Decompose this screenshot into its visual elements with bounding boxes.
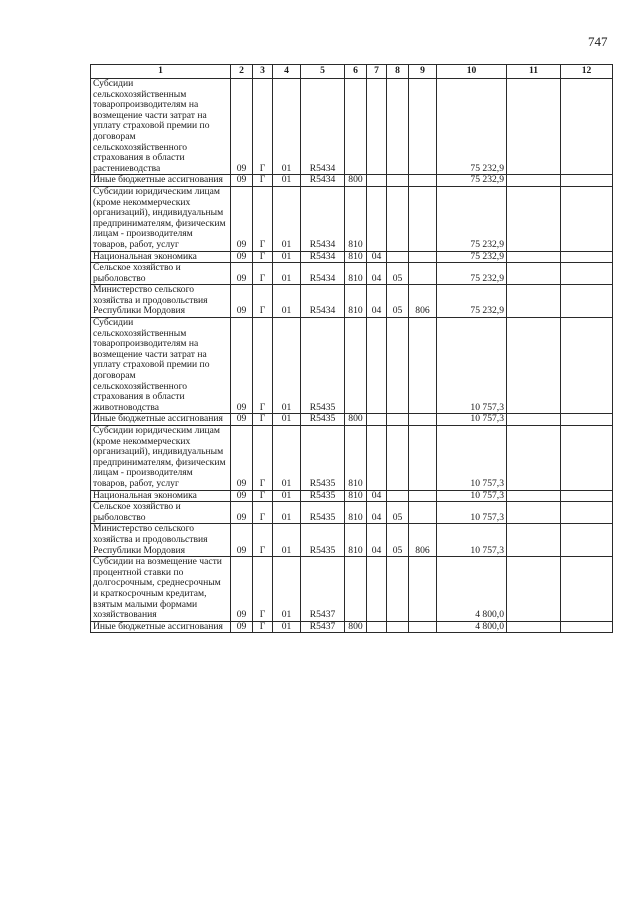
cell-c4: 01: [273, 186, 301, 251]
cell-c8: [387, 175, 409, 187]
row-name-cell: Сельское хозяйство и рыболовство: [91, 502, 231, 524]
row-name-cell: Иные бюджетные ассигнования: [91, 175, 231, 187]
cell-c7: 04: [367, 263, 387, 285]
cell-c12: [561, 251, 613, 263]
cell-c5: R5435: [301, 318, 345, 414]
cell-c6: [345, 557, 367, 622]
cell-c11: [507, 251, 561, 263]
cell-c7: 04: [367, 490, 387, 502]
cell-c5: R5434: [301, 285, 345, 318]
cell-c4: 01: [273, 621, 301, 633]
cell-c7: [367, 318, 387, 414]
row-name-cell: Иные бюджетные ассигнования: [91, 414, 231, 426]
table-row: [91, 621, 613, 633]
cell-c4: 01: [273, 502, 301, 524]
cell-c12: [561, 285, 613, 318]
cell-c3: Г: [253, 414, 273, 426]
row-name-cell: Сельское хозяйство и рыболовство: [91, 263, 231, 285]
cell-c10: 10 757,3: [437, 414, 507, 426]
cell-c4: 01: [273, 79, 301, 175]
table-body: [91, 79, 613, 633]
cell-c3: Г: [253, 251, 273, 263]
table-row: [91, 414, 613, 426]
cell-c6: 810: [345, 263, 367, 285]
cell-c11: [507, 490, 561, 502]
cell-c7: [367, 557, 387, 622]
cell-c8: [387, 79, 409, 175]
cell-c6: 810: [345, 285, 367, 318]
cell-c7: [367, 426, 387, 491]
cell-c12: [561, 318, 613, 414]
cell-c5: R5434: [301, 175, 345, 187]
cell-c6: 810: [345, 524, 367, 557]
cell-c5: R5434: [301, 186, 345, 251]
cell-c8: [387, 621, 409, 633]
cell-c2: 09: [231, 414, 253, 426]
cell-c2: 09: [231, 79, 253, 175]
cell-c8: 05: [387, 263, 409, 285]
cell-c10: 10 757,3: [437, 502, 507, 524]
cell-c6: [345, 79, 367, 175]
table-row: [91, 502, 613, 524]
cell-c2: 09: [231, 318, 253, 414]
cell-c2: 09: [231, 621, 253, 633]
table-row: [91, 186, 613, 251]
row-name-cell: Национальная экономика: [91, 251, 231, 263]
cell-c3: Г: [253, 426, 273, 491]
column-header-6: 6: [345, 65, 367, 79]
cell-c12: [561, 79, 613, 175]
cell-c2: 09: [231, 175, 253, 187]
cell-c4: 01: [273, 426, 301, 491]
cell-c9: [409, 263, 437, 285]
row-name-cell: Субсидии сельскохозяйственным товаропроизводителям на возмещение части затрат на уплату страховой премии по договорам сельскохозяйственного страхования в области растениеводства: [91, 79, 231, 175]
column-header-11: 11: [507, 65, 561, 79]
cell-c6: 810: [345, 186, 367, 251]
cell-c10: 4 800,0: [437, 621, 507, 633]
cell-c10: 75 232,9: [437, 285, 507, 318]
cell-c4: 01: [273, 285, 301, 318]
cell-c7: [367, 621, 387, 633]
table-row: [91, 318, 613, 414]
table-row: [91, 263, 613, 285]
cell-c6: 810: [345, 426, 367, 491]
cell-c8: [387, 426, 409, 491]
cell-c3: Г: [253, 186, 273, 251]
cell-c5: R5435: [301, 502, 345, 524]
cell-c9: [409, 251, 437, 263]
cell-c6: 810: [345, 502, 367, 524]
cell-c3: Г: [253, 318, 273, 414]
column-header-2: 2: [231, 65, 253, 79]
cell-c8: [387, 251, 409, 263]
cell-c8: 05: [387, 524, 409, 557]
cell-c3: Г: [253, 621, 273, 633]
cell-c5: R5435: [301, 426, 345, 491]
cell-c10: 10 757,3: [437, 524, 507, 557]
cell-c4: 01: [273, 414, 301, 426]
cell-c2: 09: [231, 502, 253, 524]
cell-c12: [561, 490, 613, 502]
table-row: [91, 426, 613, 491]
row-name-cell: Субсидии юридическим лицам (кроме некоммерческих организаций), индивидуальным предпринимателям, физическим лицам - производителям товаров, работ, услуг: [91, 426, 231, 491]
cell-c5: R5435: [301, 414, 345, 426]
cell-c3: Г: [253, 557, 273, 622]
cell-c6: [345, 318, 367, 414]
row-name-cell: Субсидии сельскохозяйственным товаропроизводителям на возмещение части затрат на уплату страховой премии по договорам сельскохозяйственного страхования в области животноводства: [91, 318, 231, 414]
cell-c8: [387, 490, 409, 502]
cell-c10: 10 757,3: [437, 490, 507, 502]
cell-c9: [409, 79, 437, 175]
cell-c5: R5437: [301, 557, 345, 622]
cell-c8: [387, 318, 409, 414]
row-name-cell: Министерство сельского хозяйства и продовольствия Республики Мордовия: [91, 524, 231, 557]
cell-c9: [409, 621, 437, 633]
cell-c9: [409, 426, 437, 491]
cell-c6: 810: [345, 251, 367, 263]
cell-c12: [561, 621, 613, 633]
cell-c7: [367, 186, 387, 251]
cell-c2: 09: [231, 426, 253, 491]
budget-table: [90, 64, 613, 633]
cell-c9: 806: [409, 285, 437, 318]
row-name-cell: Субсидии на возмещение части процентной ставки по долгосрочным, среднесрочным и краткосрочным кредитам, взятым малыми формами хозяйствования: [91, 557, 231, 622]
cell-c2: 09: [231, 490, 253, 502]
cell-c9: [409, 490, 437, 502]
cell-c6: 800: [345, 414, 367, 426]
column-header-12: 12: [561, 65, 613, 79]
cell-c9: 806: [409, 524, 437, 557]
table-row: [91, 490, 613, 502]
cell-c7: [367, 414, 387, 426]
cell-c10: 75 232,9: [437, 175, 507, 187]
column-header-10: 10: [437, 65, 507, 79]
cell-c12: [561, 557, 613, 622]
cell-c9: [409, 414, 437, 426]
cell-c2: 09: [231, 251, 253, 263]
cell-c11: [507, 502, 561, 524]
cell-c12: [561, 263, 613, 285]
cell-c8: [387, 186, 409, 251]
cell-c10: 75 232,9: [437, 79, 507, 175]
cell-c10: 10 757,3: [437, 318, 507, 414]
cell-c11: [507, 186, 561, 251]
cell-c3: Г: [253, 285, 273, 318]
row-name-cell: Субсидии юридическим лицам (кроме некоммерческих организаций), индивидуальным предпринимателям, физическим лицам - производителям товаров, работ, услуг: [91, 186, 231, 251]
cell-c12: [561, 175, 613, 187]
column-header-5: 5: [301, 65, 345, 79]
cell-c2: 09: [231, 186, 253, 251]
cell-c5: R5434: [301, 251, 345, 263]
cell-c10: 4 800,0: [437, 557, 507, 622]
cell-c11: [507, 263, 561, 285]
cell-c2: 09: [231, 557, 253, 622]
cell-c5: R5434: [301, 79, 345, 175]
column-header-3: 3: [253, 65, 273, 79]
column-header-7: 7: [367, 65, 387, 79]
cell-c4: 01: [273, 524, 301, 557]
cell-c11: [507, 318, 561, 414]
cell-c9: [409, 557, 437, 622]
table-row: [91, 175, 613, 187]
row-name-cell: Национальная экономика: [91, 490, 231, 502]
cell-c10: 75 232,9: [437, 263, 507, 285]
cell-c11: [507, 621, 561, 633]
cell-c2: 09: [231, 285, 253, 318]
cell-c11: [507, 524, 561, 557]
cell-c3: Г: [253, 502, 273, 524]
table-row: [91, 524, 613, 557]
cell-c6: 800: [345, 175, 367, 187]
cell-c5: R5434: [301, 263, 345, 285]
row-name-cell: Министерство сельского хозяйства и продовольствия Республики Мордовия: [91, 285, 231, 318]
table-row: [91, 557, 613, 622]
cell-c6: 810: [345, 490, 367, 502]
cell-c2: 09: [231, 524, 253, 557]
header-row: [91, 65, 613, 79]
column-header-4: 4: [273, 65, 301, 79]
cell-c6: 800: [345, 621, 367, 633]
cell-c9: [409, 175, 437, 187]
cell-c4: 01: [273, 175, 301, 187]
cell-c12: [561, 186, 613, 251]
cell-c5: R5435: [301, 524, 345, 557]
cell-c11: [507, 175, 561, 187]
cell-c11: [507, 414, 561, 426]
cell-c7: [367, 79, 387, 175]
table-row: [91, 285, 613, 318]
cell-c4: 01: [273, 557, 301, 622]
column-header-1: 1: [91, 65, 231, 79]
cell-c7: [367, 175, 387, 187]
cell-c12: [561, 524, 613, 557]
cell-c7: 04: [367, 251, 387, 263]
cell-c9: [409, 318, 437, 414]
cell-c8: [387, 557, 409, 622]
cell-c11: [507, 285, 561, 318]
page-number: 747: [588, 34, 608, 49]
cell-c3: Г: [253, 79, 273, 175]
cell-c4: 01: [273, 318, 301, 414]
cell-c9: [409, 186, 437, 251]
cell-c12: [561, 426, 613, 491]
cell-c8: [387, 414, 409, 426]
cell-c7: 04: [367, 285, 387, 318]
column-header-8: 8: [387, 65, 409, 79]
column-header-9: 9: [409, 65, 437, 79]
cell-c12: [561, 502, 613, 524]
cell-c7: 04: [367, 524, 387, 557]
cell-c10: 75 232,9: [437, 251, 507, 263]
cell-c2: 09: [231, 263, 253, 285]
cell-c3: Г: [253, 263, 273, 285]
cell-c10: 75 232,9: [437, 186, 507, 251]
cell-c11: [507, 79, 561, 175]
cell-c11: [507, 426, 561, 491]
cell-c3: Г: [253, 490, 273, 502]
cell-c12: [561, 414, 613, 426]
row-name-cell: Иные бюджетные ассигнования: [91, 621, 231, 633]
cell-c4: 01: [273, 490, 301, 502]
cell-c7: 04: [367, 502, 387, 524]
cell-c8: 05: [387, 285, 409, 318]
cell-c4: 01: [273, 251, 301, 263]
cell-c11: [507, 557, 561, 622]
cell-c3: Г: [253, 524, 273, 557]
cell-c10: 10 757,3: [437, 426, 507, 491]
cell-c5: R5437: [301, 621, 345, 633]
table-row: [91, 79, 613, 175]
table-row: [91, 251, 613, 263]
cell-c5: R5435: [301, 490, 345, 502]
cell-c9: [409, 502, 437, 524]
cell-c4: 01: [273, 263, 301, 285]
cell-c8: 05: [387, 502, 409, 524]
cell-c3: Г: [253, 175, 273, 187]
